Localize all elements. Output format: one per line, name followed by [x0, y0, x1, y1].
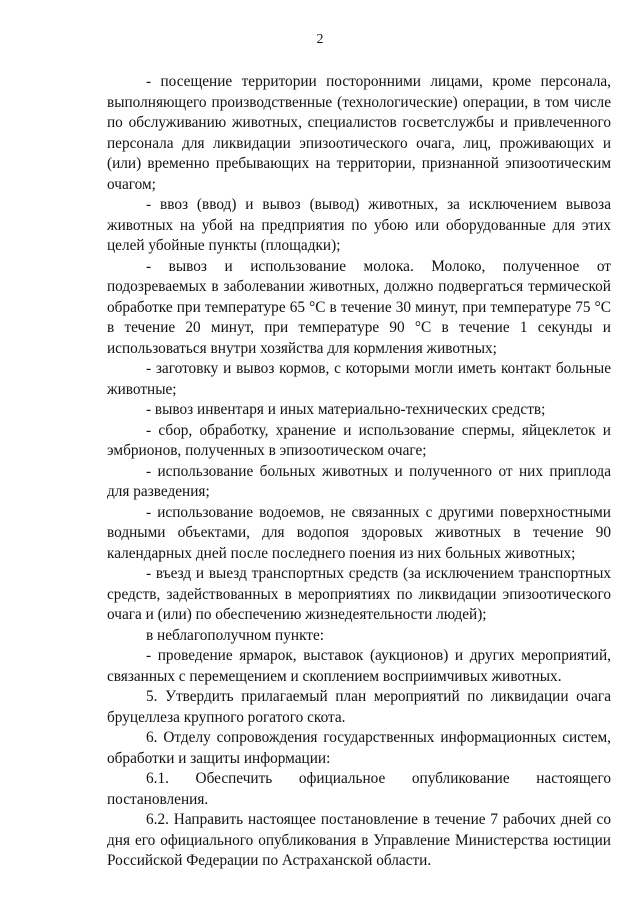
restriction-visitors-paragraph: - посещение территории посторонними лицами, кроме персонала, выполняющего производственные (технологические) операции, в том числе по обслуживанию животных, специалистов госветслужбы и привлеченного персонала для ликвидации эпизоотического очага, лиц, проживающих и (или) временно пребывающих на территории, признанной эпизоотическим очагом; [107, 73, 611, 193]
restriction-breeding-paragraph: - использование больных животных и полученного от них приплода для разведения; [107, 462, 611, 500]
restriction-inventory-paragraph: - вывоз инвентаря и иных материально-технических средств; [146, 401, 546, 418]
restriction-fairs-paragraph: - проведение ярмарок, выставок (аукционов) и других мероприятий, связанных с перемещением и скоплением восприимчивых животных. [107, 647, 611, 685]
restriction-water-bodies-paragraph: - использование водоемов, не связанных с другими поверхностными водными объектами, для водопоя здоровых животных в течение 90 календарных дней после последнего поения из них больных животных; [107, 503, 611, 562]
unfavorable-point-heading: в неблагополучном пункте: [146, 626, 325, 644]
clause-6-paragraph: 6. Отделу сопровождения государственных информационных систем, обработки и защиты информации: [107, 729, 611, 767]
restriction-animal-transport-paragraph: - ввоз (ввод) и вывоз (вывод) животных, за исключением вывоза животных на убой на предприятия по убою или оборудованные для этих целей убойные пункты (площадки); [107, 196, 611, 254]
page-number: 2 [316, 32, 324, 47]
restriction-milk-paragraph: - вывоз и использование молока. Молоко, полученное от подозреваемых в заболевании животных, должно подвергаться термической обработке при температуре 65 °С в течение 30 минут, при температуре 75 °С в течение 20 минут, при температуре 90 °С в течение 1 секунды и использоваться внутри хозяйства для кормления животных; [107, 257, 611, 357]
clause-6-2-paragraph: 6.2. Направить настоящее постановление в течение 7 рабочих дней со дня его официального опубликования в Управление Министерства юстиции Российской Федерации по Астраханской области. [107, 811, 611, 869]
restriction-feed-paragraph: - заготовку и вывоз кормов, с которыми могли иметь контакт больные животные; [107, 360, 611, 398]
clause-5-paragraph: 5. Утвердить прилагаемый план мероприятий по ликвидации очага бруцеллеза крупного рогатого скота. [107, 688, 611, 726]
document-body [107, 72, 611, 872]
restriction-sperm-embryos-paragraph: - сбор, обработку, хранение и использование спермы, яйцеклеток и эмбрионов, полученных в эпизоотическом очаге; [107, 421, 611, 459]
restriction-vehicles-paragraph: - въезд и выезд транспортных средств (за исключением транспортных средств, задействованных в мероприятиях по ликвидации эпизоотического очага и (или) по обеспечению жизнедеятельности людей); [107, 565, 611, 623]
clause-6-1-paragraph: 6.1. Обеспечить официальное опубликование настоящего постановления. [107, 770, 611, 808]
